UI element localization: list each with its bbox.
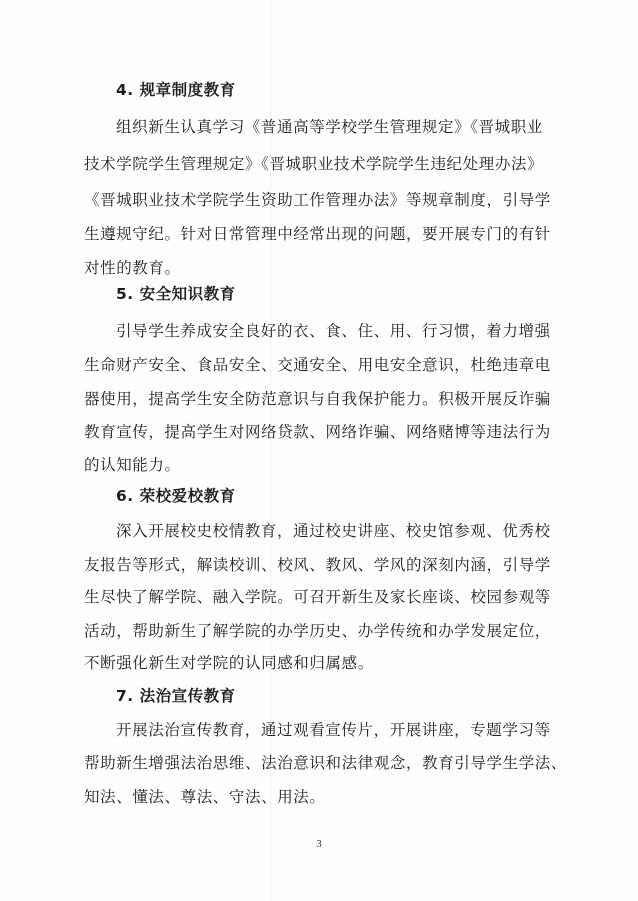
- section-rules-education: [84, 78, 554, 277]
- section-heading: 6. 荣校爱校教育: [116, 487, 236, 505]
- paragraph-line: 开展法治宣传教育，通过观看宣传片，开展讲座，专题学习等: [116, 721, 551, 739]
- paragraph-line: 技术学院学生管理规定》《晋城职业技术学院学生违纪处理办法》: [84, 155, 544, 173]
- paragraph-line: 组织新生认真学习《普通高等学校学生管理规定》《晋城职业: [116, 118, 543, 136]
- section-heading: 4. 规章制度教育: [116, 81, 236, 99]
- section-heading: 5. 安全知识教育: [116, 285, 236, 303]
- paragraph-line: 活动，帮助新生了解学院的办学历史、办学传统和办学发展定位，: [84, 622, 551, 640]
- paragraph-line: 教育宣传，提高学生对网络贷款、网络诈骗、网络赌博等违法行为: [84, 423, 551, 441]
- paragraph-line: 的认知能力。: [84, 456, 181, 474]
- paragraph-line: 《晋城职业技术学院学生资助工作管理办法》等规章制度，引导学: [84, 191, 551, 209]
- paragraph-line: 对性的教育。: [84, 259, 181, 277]
- paragraph-line: 生命财产安全、食品安全、交通安全、用电安全意识，杜绝违章电: [84, 356, 551, 374]
- page-number: 3: [316, 838, 322, 850]
- section-legal-education: [84, 684, 568, 806]
- paragraph-line: 引导学生养成安全良好的衣、食、住、用、行习惯，着力增强: [116, 322, 551, 340]
- paragraph-line: 帮助新生增强法治思维、法治意识和法律观念，教育引导学生学法、: [84, 754, 568, 772]
- section-safety-education: [84, 282, 554, 474]
- paragraph-line: 知法、懂法、尊法、守法、用法。: [84, 788, 326, 806]
- paragraph-line: 生尽快了解学院、融入学院。可召开新生及家长座谈、校园参观等: [84, 588, 551, 606]
- section-school-pride-education: [84, 484, 554, 672]
- section-heading: 7. 法治宣传教育: [116, 687, 236, 705]
- paragraph-line: 生遵规守纪。针对日常管理中经常出现的问题，要开展专门的有针: [84, 225, 551, 243]
- paragraph-line: 深入开展校史校情教育，通过校史讲座、校史馆参观、优秀校: [116, 522, 551, 540]
- paragraph-line: 友报告等形式，解读校训、校风、教风、学风的深刻内涵，引导学: [84, 556, 551, 574]
- paragraph-line: 不断强化新生对学院的认同感和归属感。: [84, 654, 374, 672]
- paragraph-line: 器使用，提高学生安全防范意识与自我保护能力。积极开展反诈骗: [84, 390, 551, 408]
